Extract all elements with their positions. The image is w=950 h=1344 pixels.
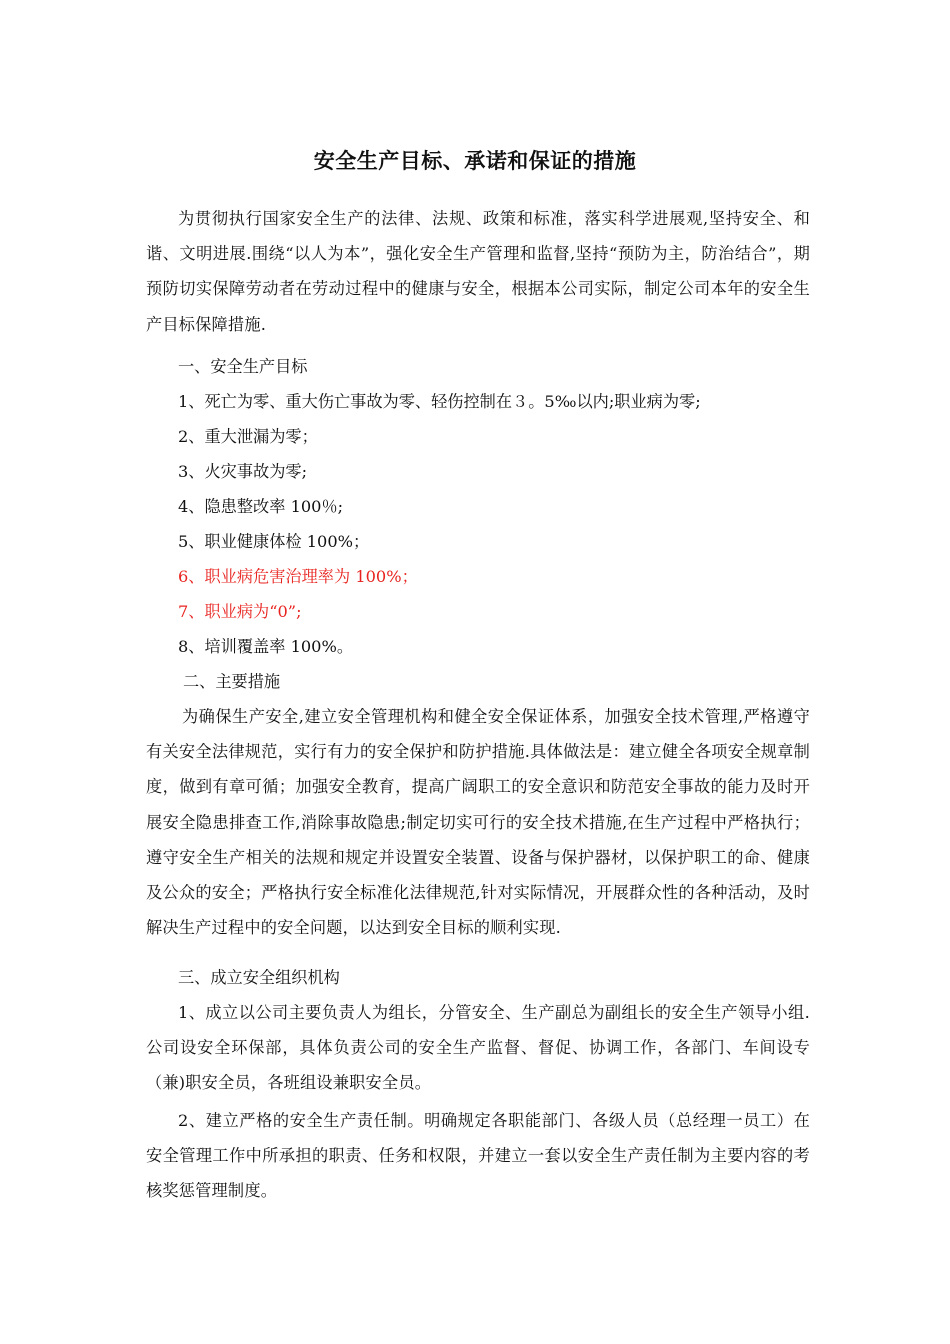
section-heading-targets: 一、安全生产目标 bbox=[178, 357, 308, 376]
organization-paragraph-1: 1、成立以公司主要负责人为组长，分管安全、生产副总为副组长的安全生产领导小组.公司设安全环保部，具体负责公司的安全生产监督、督促、协调工作，各部门、车间设专（兼)职安全员，各班组设兼职安全员。 bbox=[146, 1003, 810, 1093]
section-heading-measures: 二、主要措施 bbox=[183, 672, 281, 691]
target-item: 2、重大泄漏为零； bbox=[178, 427, 318, 446]
target-item: 8、培训覆盖率 100%。 bbox=[178, 637, 354, 656]
section-heading-organization: 三、成立安全组织机构 bbox=[178, 968, 340, 987]
target-item-highlighted: 7、职业病为“0”; bbox=[178, 602, 302, 621]
target-item: 3、火灾事故为零; bbox=[178, 462, 308, 481]
target-item: 1、死亡为零、重大伤亡事故为零、轻伤控制在３。5‰以内;职业病为零; bbox=[178, 392, 701, 411]
measures-paragraph: 为确保生产安全,建立安全管理机构和健全安全保证体系，加强安全技术管理,严格遵守有关安全法律规范，实行有力的安全保护和防护措施.具体做法是：建立健全各项安全规章制度，做到有章可循；加强安全教育，提高广阔职工的安全意识和防范安全事故的能力及时开展安全隐患排查工作,消除事故隐患;制定切实可行的安全技术措施,在生产过程中严格执行；遵守安全生产相关的法规和规定并设置安全装置、设备与保护器材，以保护职工的命、健康及公众的安全；严格执行安全标准化法律规范,针对实际情况，开展群众性的各种活动，及时解决生产过程中的安全问题，以达到安全目标的顺利实现. bbox=[146, 707, 810, 938]
target-item-highlighted: 6、职业病危害治理率为 100%； bbox=[178, 567, 418, 586]
document-title: 安全生产目标、承诺和保证的措施 bbox=[313, 149, 637, 173]
intro-paragraph: 为贯彻执行国家安全生产的法律、法规、政策和标准，落实科学进展观,坚持安全、和谐、文明进展.围绕“以人为本”，强化安全生产管理和监督,坚持“预防为主，防治结合”，期预防切实保障劳动者在劳动过程中的健康与安全，根据本公司实际，制定公司本年的安全生产目标保障措施. bbox=[146, 209, 810, 334]
target-item: 4、隐患整改率 100％; bbox=[178, 497, 344, 516]
organization-paragraph-2: 2、建立严格的安全生产责任制。明确规定各职能部门、各级人员（总经理一员工）在安全管理工作中所承担的职责、任务和权限，并建立一套以安全生产责任制为主要内容的考核奖惩管理制度。 bbox=[146, 1111, 810, 1201]
target-item: 5、职业健康体检 100%； bbox=[178, 532, 370, 551]
